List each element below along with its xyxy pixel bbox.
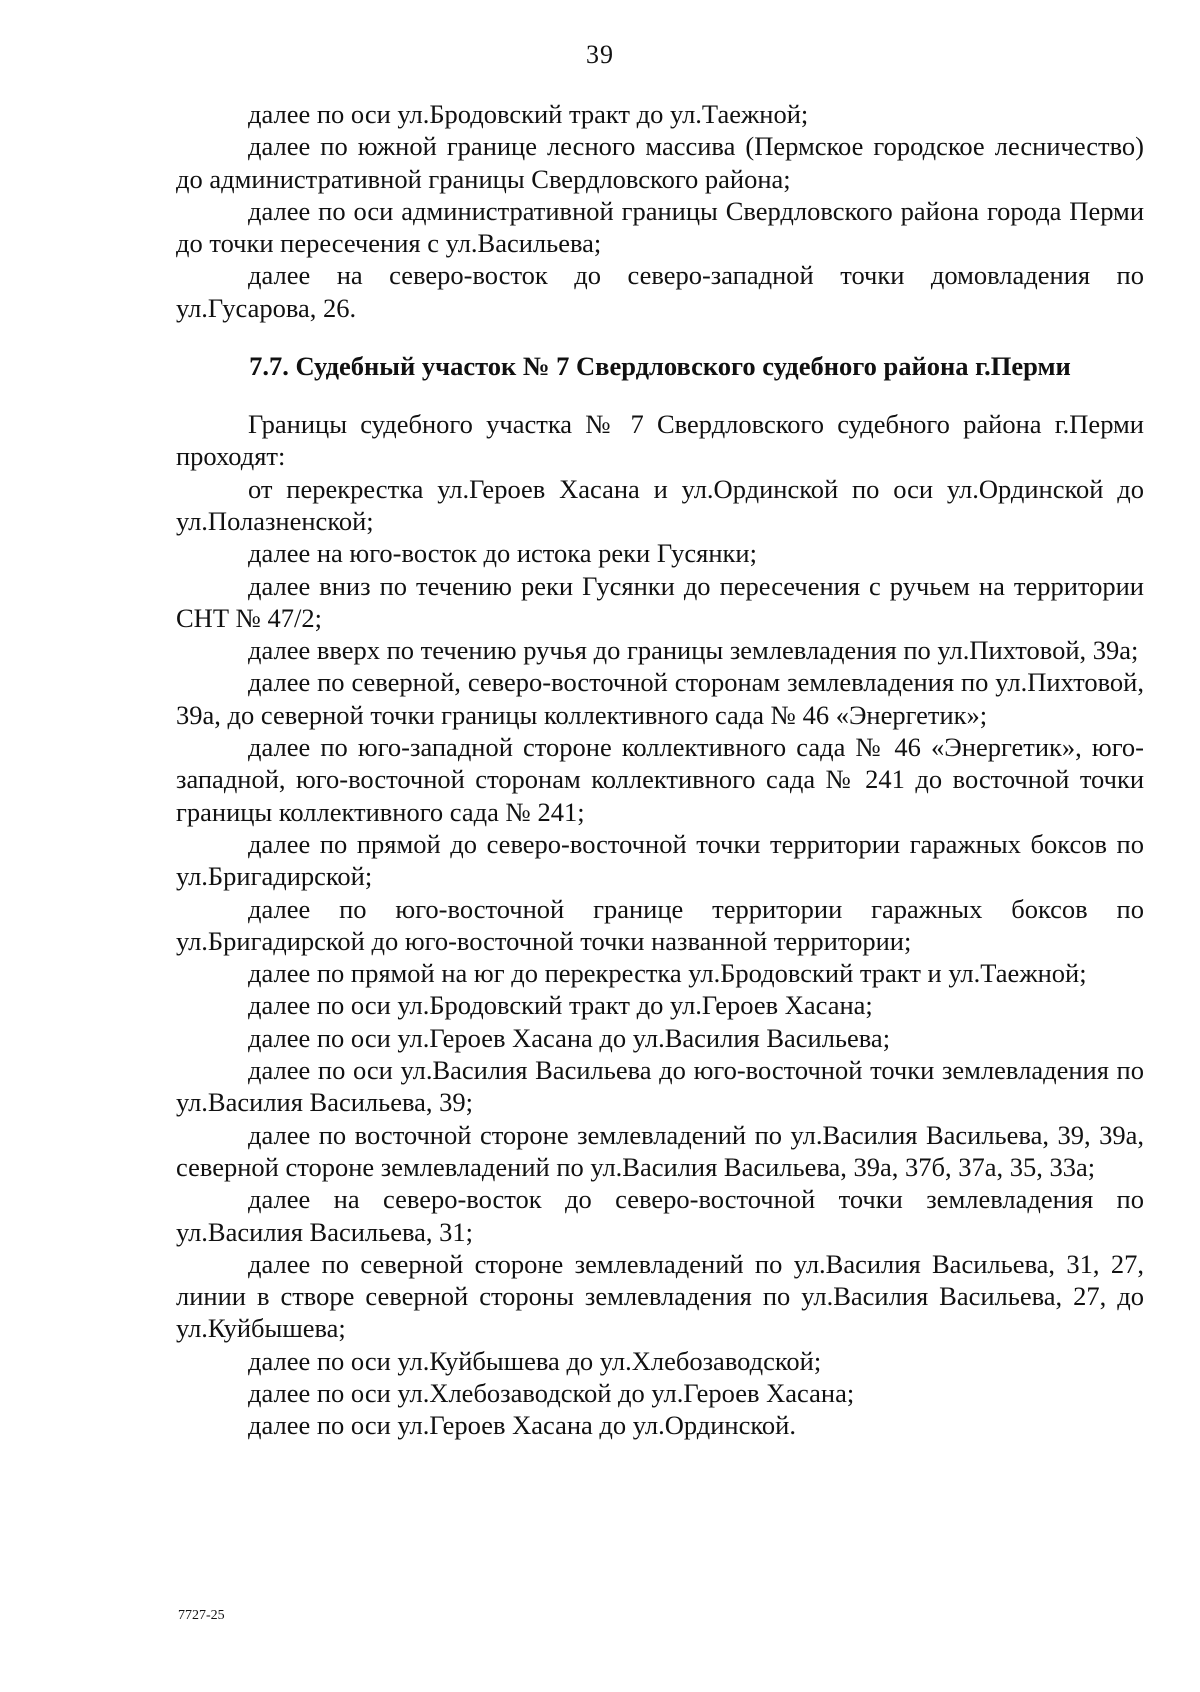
paragraph: далее по южной границе лесного массива (Пермское городское лесничество) до административной границы Свердловского района; — [176, 131, 1144, 194]
paragraph: далее на северо-восток до северо-восточной точки землевладения по ул.Василия Васильева, 31; — [176, 1184, 1144, 1247]
paragraph: далее по прямой до северо-восточной точки территории гаражных боксов по ул.Бригадирской; — [176, 828, 1144, 892]
paragraph: Границы судебного участка № 7 Свердловского судебного района г.Перми проходят: — [176, 409, 1144, 472]
paragraph: далее по северной, северо-восточной сторонам землевладения по ул.Пихтовой, 39а, до северной точки границы коллективного сада № 46 «Энергетик»; — [176, 667, 1144, 730]
paragraph: далее по оси ул.Бродовский тракт до ул.Таежной; — [248, 99, 809, 129]
paragraph: далее на юго-восток до истока реки Гусянки; — [248, 538, 757, 569]
paragraph: далее по юго-восточной границе территории гаражных боксов по ул.Бригадирской до юго-восточной точки названной территории; — [176, 893, 1144, 956]
document-body — [176, 98, 1144, 1442]
paragraph: далее на северо-восток до северо-западной точки домовладения по ул.Гусарова, 26. — [176, 260, 1144, 323]
paragraph: далее по оси административной границы Свердловского района города Перми до точки пересечения с ул.Васильева; — [176, 195, 1144, 259]
paragraph: далее по восточной стороне землевладений по ул.Василия Васильева, 39, 39а, северной стороне землевладений по ул.Василия Васильева, 39а, 37б, 37а, 35, 33а; — [176, 1119, 1144, 1182]
paragraph: далее по оси ул.Героев Хасана до ул.Ординской. — [248, 1410, 796, 1441]
paragraph: далее по северной стороне землевладений по ул.Василия Васильева, 31, 27, линии в створе северной стороны землевладения по ул.Василия Васильева, 27, до ул.Куйбышева; — [176, 1248, 1144, 1344]
paragraph: далее по оси ул.Куйбышева до ул.Хлебозаводской; — [248, 1345, 822, 1376]
section-heading: 7.7. Судебный участок № 7 Свердловского судебного района г.Перми — [249, 351, 1071, 382]
page-number: 39 — [586, 40, 614, 69]
paragraph: далее по оси ул.Хлебозаводской до ул.Героев Хасана; — [248, 1377, 855, 1408]
document-code: 7727-25 — [178, 1608, 225, 1623]
paragraph: далее вниз по течению реки Гусянки до пересечения с ручьем на территории СНТ № 47/2; — [176, 570, 1144, 633]
paragraph: далее по прямой на юг до перекрестка ул.Бродовский тракт и ул.Таежной; — [248, 958, 1087, 989]
paragraph: далее по оси ул.Героев Хасана до ул.Василия Васильева; — [248, 1022, 891, 1053]
paragraph: далее вверх по течению ручья до границы землевладения по ул.Пихтовой, 39а; — [248, 635, 1139, 666]
paragraph: далее по оси ул.Бродовский тракт до ул.Героев Хасана; — [248, 990, 873, 1021]
paragraph: далее по оси ул.Василия Васильева до юго-восточной точки землевладения по ул.Василия Васильева, 39; — [176, 1055, 1144, 1118]
paragraph: от перекрестка ул.Героев Хасана и ул.Ординской по оси ул.Ординской до ул.Полазненской; — [176, 473, 1144, 536]
paragraph: далее по юго-западной стороне коллективного сада № 46 «Энергетик», юго-западной, юго-восточной сторонам коллективного сада № 241 до восточной точки границы коллективного сада № 241; — [176, 732, 1144, 827]
